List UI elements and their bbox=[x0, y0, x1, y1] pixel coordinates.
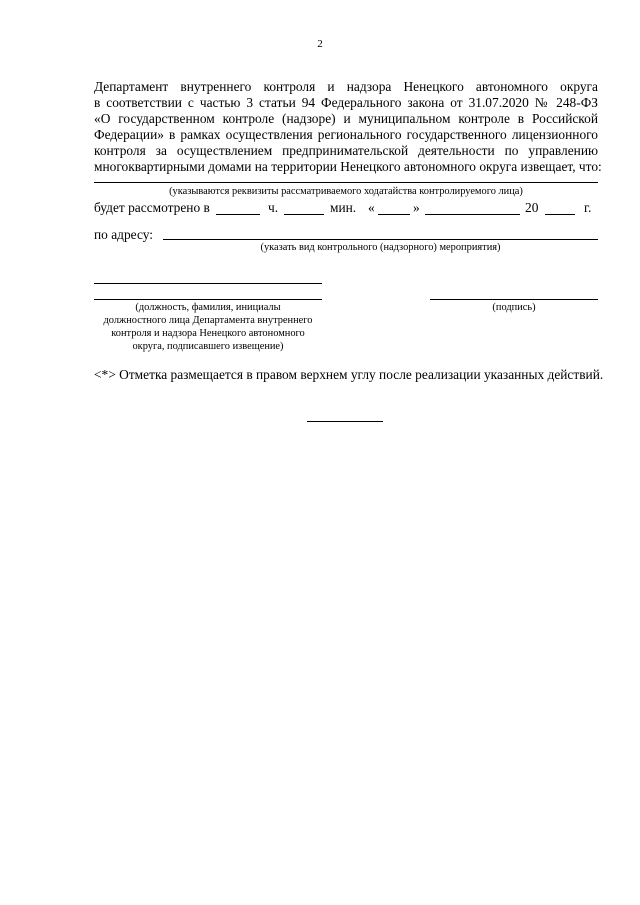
signatory-caption-line: округа, подписавшего извещение) bbox=[132, 341, 284, 352]
address-label: по адресу: bbox=[94, 227, 153, 242]
quote-open: « bbox=[368, 200, 375, 215]
year-century: 20 bbox=[525, 200, 539, 215]
signature-line bbox=[430, 299, 598, 300]
schedule-prefix: будет рассмотрено в bbox=[94, 200, 210, 215]
intro-line: многоквартирными домами на территории Ненецкого автономного округа извещает, что: bbox=[94, 159, 602, 174]
intro-line: «О государственном контроле (надзоре) и муниципальном контроле в Российской bbox=[94, 111, 598, 126]
page-number: 2 bbox=[317, 38, 323, 50]
month-blank bbox=[425, 214, 520, 215]
minutes-blank bbox=[284, 214, 324, 215]
position-line bbox=[94, 283, 322, 284]
day-blank bbox=[378, 214, 410, 215]
year-blank bbox=[545, 214, 575, 215]
intro-line: в соответствии с частью 3 статьи 94 Федерального закона от 31.07.2020 № 248-ФЗ bbox=[94, 95, 598, 110]
intro-line: Департамент внутреннего контроля и надзора Ненецкого автономного округа bbox=[94, 79, 598, 94]
signatory-caption-line: (должность, фамилия, инициалы bbox=[135, 302, 281, 313]
signature-caption: (подпись) bbox=[492, 302, 536, 313]
year-unit: г. bbox=[584, 200, 592, 215]
signatory-name-line bbox=[94, 299, 322, 300]
end-rule bbox=[307, 421, 383, 422]
signatory-caption-line: должностного лица Департамента внутреннего bbox=[103, 315, 313, 326]
hours-unit: ч. bbox=[268, 200, 279, 215]
petition-caption: (указываются реквизиты рассматриваемого ходатайства контролируемого лица) bbox=[169, 186, 523, 197]
signatory-caption-line: контроля и надзора Ненецкого автономного bbox=[111, 328, 305, 339]
intro-line: Федерации» в рамках осуществления регионального государственного лицензионного bbox=[94, 127, 598, 142]
quote-close: » bbox=[413, 200, 420, 215]
hours-blank bbox=[216, 214, 260, 215]
minutes-unit: мин. bbox=[330, 200, 357, 215]
intro-line: контроля за осуществлением предпринимательской деятельности по управлению bbox=[94, 143, 598, 158]
intro-paragraph bbox=[94, 79, 602, 175]
footnote: <*> Отметка размещается в правом верхнем углу после реализации указанных действий. bbox=[94, 367, 604, 382]
address-line bbox=[163, 239, 598, 240]
petition-details-line bbox=[94, 182, 598, 183]
address-caption: (указать вид контрольного (надзорного) мероприятия) bbox=[260, 242, 501, 253]
